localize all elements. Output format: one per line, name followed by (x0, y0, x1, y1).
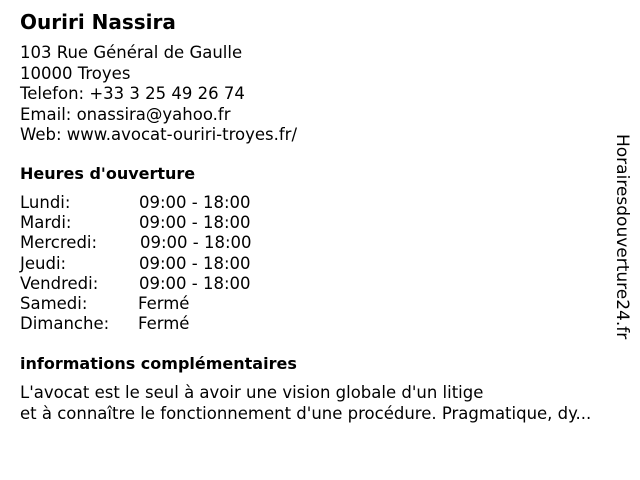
day-label: Lundi: (20, 193, 71, 212)
day-label: Mercredi: (20, 233, 98, 253)
address-street: 103 Rue Général de Gaulle (20, 43, 243, 62)
day-time: Fermé (138, 314, 190, 334)
website: Web: www.avocat-ouriri-troyes.fr/ (20, 125, 298, 144)
contact-block (20, 43, 297, 146)
day-time: 09:00 - 18:00 (139, 253, 251, 273)
day-time: 09:00 - 18:00 (139, 273, 251, 293)
day-time: 09:00 - 18:00 (139, 193, 251, 212)
info-description (20, 383, 591, 424)
day-time: 09:00 - 18:00 (139, 213, 251, 233)
day-label: Samedi: (20, 293, 88, 313)
phone-number: Telefon: +33 3 25 49 26 74 (20, 84, 245, 103)
day-time: 09:00 - 18:00 (140, 233, 252, 253)
day-label: Mardi: (20, 213, 72, 233)
hours-heading: Heures d'ouverture (20, 164, 196, 183)
day-label: Jeudi: (20, 253, 67, 273)
info-heading: informations complémentaires (20, 354, 297, 373)
info-line: et à connaître le fonctionnement d'une procédure. Pragmatique, dy... (20, 403, 592, 423)
business-name: Ouriri Nassira (20, 10, 176, 34)
address-city: 10000 Troyes (20, 63, 131, 83)
site-watermark: Horairesdouverture24.fr (612, 134, 632, 340)
email-address: Email: onassira@yahoo.fr (20, 104, 231, 124)
day-time: Fermé (138, 293, 190, 313)
day-label: Dimanche: (20, 314, 110, 334)
info-line: L'avocat est le seul à avoir une vision globale d'un litige (20, 383, 484, 402)
day-label: Vendredi: (20, 273, 99, 293)
